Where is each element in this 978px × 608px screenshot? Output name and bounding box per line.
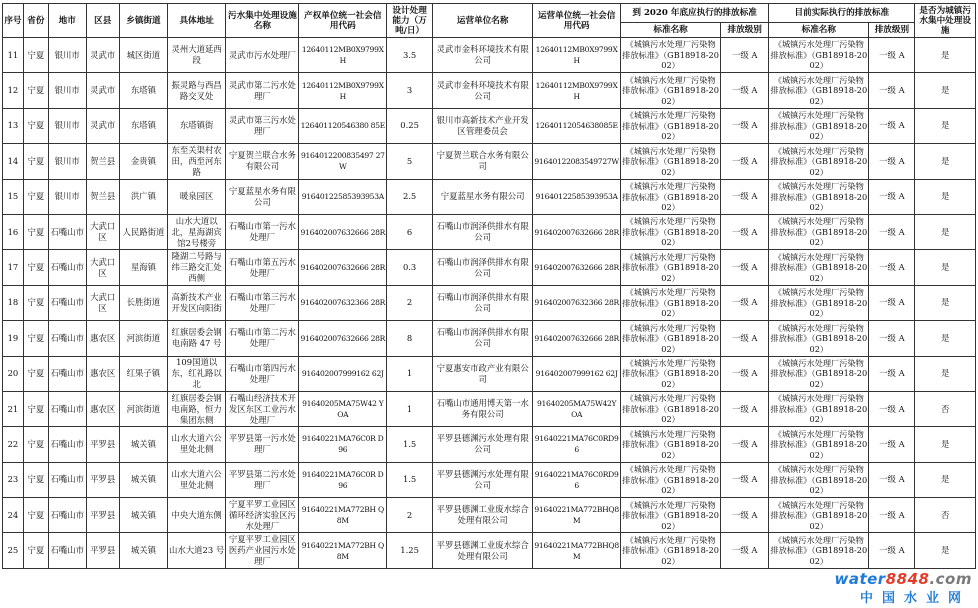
- cell-city: 石嘴山市: [48, 498, 86, 533]
- table-row: [3, 38, 976, 73]
- cell-county: 大武口区: [86, 285, 119, 320]
- cell-operator-code: 12640112054638085E: [533, 108, 621, 143]
- cell-level-2020: 一级 A: [721, 427, 769, 462]
- cell-operator: 石嘴山市润泽供排水有限公司: [433, 214, 533, 249]
- cell-level-2020: 一级 A: [721, 73, 769, 108]
- cell-seq: 21: [3, 391, 24, 426]
- table-row: [3, 533, 976, 568]
- header-seq: 序号: [3, 4, 24, 38]
- cell-operator-code: 12640112MB0X9799XH: [533, 38, 621, 73]
- table-body: [3, 38, 976, 569]
- cell-capacity: 2: [387, 498, 433, 533]
- cell-level-current: 一级 A: [869, 498, 915, 533]
- table-row: [3, 250, 976, 285]
- cell-county: 大武口区: [86, 250, 119, 285]
- cell-address: 山水大道以北，星海湖宾馆2号楼旁: [167, 214, 225, 249]
- cell-seq: 17: [3, 250, 24, 285]
- cell-is-central: 是: [915, 144, 976, 179]
- cell-standard-2020: 《城镇污水处理厂污染物排放标准》（GB18918-2002）: [620, 462, 720, 497]
- cell-standard-2020: 《城镇污水处理厂污染物排放标准》（GB18918-2002）: [620, 38, 720, 73]
- cell-capacity: 2.5: [387, 179, 433, 214]
- cell-seq: 24: [3, 498, 24, 533]
- header-level-current: 排放级别: [869, 23, 915, 38]
- cell-level-current: 一级 A: [869, 179, 915, 214]
- cell-county: 贺兰县: [86, 179, 119, 214]
- cell-capacity: 3: [387, 73, 433, 108]
- cell-is-central: 是: [915, 321, 976, 356]
- cell-operator-code: 91640205MA75W42YOA: [533, 391, 621, 426]
- cell-address: 109国道以东，红礼路以北: [167, 356, 225, 391]
- cell-county: 惠农区: [86, 321, 119, 356]
- cell-level-2020: 一级 A: [721, 391, 769, 426]
- cell-standard-2020: 《城镇污水处理厂污染物排放标准》（GB18918-2002）: [620, 108, 720, 143]
- cell-capacity: 8: [387, 321, 433, 356]
- cell-street: 城关镇: [119, 533, 167, 568]
- cell-owner-code: 126401120546380 85E: [299, 108, 387, 143]
- cell-standard-current: 《城镇污水处理厂污染物排放标准》（GB18918-2002）: [769, 462, 869, 497]
- cell-capacity: 6: [387, 214, 433, 249]
- cell-address: 东塔镇街: [167, 108, 225, 143]
- cell-capacity: 2: [387, 285, 433, 320]
- header-standard-2020: 到 2020 年底应执行的排放标准: [620, 4, 768, 23]
- cell-level-2020: 一级 A: [721, 38, 769, 73]
- cell-standard-current: 《城镇污水处理厂污染物排放标准》（GB18918-2002）: [769, 108, 869, 143]
- cell-facility: 宁夏贺兰联合水务有限公司: [226, 144, 299, 179]
- cell-county: 惠农区: [86, 356, 119, 391]
- cell-owner-code: 91640221MA76C0R D96: [299, 427, 387, 462]
- cell-standard-current: 《城镇污水处理厂污染物排放标准》（GB18918-2002）: [769, 179, 869, 214]
- cell-facility: 石嘴山市第三污水处理厂: [226, 285, 299, 320]
- cell-operator-code: 916402007632366 28R: [533, 285, 621, 320]
- cell-is-central: 是: [915, 38, 976, 73]
- cell-address: 红旗居委会钢电南路 47 号: [167, 321, 225, 356]
- header-operator-code: 运营单位统一社会信用代码: [533, 4, 621, 38]
- cell-standard-2020: 《城镇污水处理厂污染物排放标准》（GB18918-2002）: [620, 285, 720, 320]
- cell-operator: 石嘴山市润泽供排水有限公司: [433, 321, 533, 356]
- cell-seq: 13: [3, 108, 24, 143]
- cell-city: 石嘴山市: [48, 533, 86, 568]
- cell-province: 宁夏: [23, 427, 48, 462]
- cell-facility: 宁夏蓝星水务有限公司: [226, 179, 299, 214]
- cell-address: 灵州大道延西段: [167, 38, 225, 73]
- cell-province: 宁夏: [23, 498, 48, 533]
- cell-level-2020: 一级 A: [721, 108, 769, 143]
- cell-county: 灵武市: [86, 73, 119, 108]
- table-row: [3, 462, 976, 497]
- cell-owner-code: 916402007632666 28R: [299, 214, 387, 249]
- cell-standard-2020: 《城镇污水处理厂污染物排放标准》（GB18918-2002）: [620, 391, 720, 426]
- cell-facility: 石嘴山经济技术开发区东区工业污水处理厂: [226, 391, 299, 426]
- cell-street: 城区街道: [119, 38, 167, 73]
- cell-standard-current: 《城镇污水处理厂污染物排放标准》（GB18918-2002）: [769, 427, 869, 462]
- cell-province: 宁夏: [23, 73, 48, 108]
- cell-facility: 平罗县第一污水处理厂: [226, 427, 299, 462]
- cell-is-central: 是: [915, 73, 976, 108]
- cell-facility: 灵武市第二污水处理厂: [226, 73, 299, 108]
- cell-county: 平罗县: [86, 498, 119, 533]
- table-row: [3, 356, 976, 391]
- table-row: [3, 391, 976, 426]
- cell-capacity: 0.25: [387, 108, 433, 143]
- cell-owner-code: 9164012200835497 27W: [299, 144, 387, 179]
- cell-capacity: 1.25: [387, 533, 433, 568]
- cell-standard-current: 《城镇污水处理厂污染物排放标准》（GB18918-2002）: [769, 356, 869, 391]
- cell-standard-current: 《城镇污水处理厂污染物排放标准》（GB18918-2002）: [769, 285, 869, 320]
- watermark-top: water8848.com: [834, 570, 972, 588]
- cell-facility: 石嘴山市第四污水处理厂: [226, 356, 299, 391]
- cell-street: 城关镇: [119, 427, 167, 462]
- cell-seq: 19: [3, 321, 24, 356]
- cell-is-central: 否: [915, 498, 976, 533]
- cell-city: 银川市: [48, 179, 86, 214]
- cell-street: 河滨街道: [119, 321, 167, 356]
- cell-owner-code: 916402007632666 28R: [299, 321, 387, 356]
- cell-province: 宁夏: [23, 214, 48, 249]
- cell-street: 星海镇: [119, 250, 167, 285]
- cell-is-central: 是: [915, 356, 976, 391]
- cell-street: 金贵镇: [119, 144, 167, 179]
- table-row: [3, 73, 976, 108]
- cell-seq: 16: [3, 214, 24, 249]
- cell-standard-2020: 《城镇污水处理厂污染物排放标准》（GB18918-2002）: [620, 250, 720, 285]
- cell-province: 宁夏: [23, 462, 48, 497]
- header-owner-code: 产权单位统一社会信用代码: [299, 4, 387, 38]
- cell-street: 长胜街道: [119, 285, 167, 320]
- cell-standard-2020: 《城镇污水处理厂污染物排放标准》（GB18918-2002）: [620, 498, 720, 533]
- cell-city: 银川市: [48, 144, 86, 179]
- cell-street: 城关镇: [119, 498, 167, 533]
- cell-county: 平罗县: [86, 533, 119, 568]
- cell-level-current: 一级 A: [869, 144, 915, 179]
- cell-standard-2020: 《城镇污水处理厂污染物排放标准》（GB18918-2002）: [620, 214, 720, 249]
- cell-operator-code: 916402007999162 62J: [533, 356, 621, 391]
- cell-province: 宁夏: [23, 321, 48, 356]
- cell-owner-code: 12640112MB0X9799XH: [299, 38, 387, 73]
- cell-owner-code: 91640221MA772BH Q8M: [299, 498, 387, 533]
- cell-address: 红旗居委会钢电南路，恒力集团东侧: [167, 391, 225, 426]
- cell-address: 山水大道23 号: [167, 533, 225, 568]
- cell-operator: 平罗县德渊工业废水综合处理有限公司: [433, 498, 533, 533]
- header-std-name-2020: 标准名称: [620, 23, 720, 38]
- cell-owner-code: 12640112MB0X9799XH: [299, 73, 387, 108]
- cell-standard-2020: 《城镇污水处理厂污染物排放标准》（GB18918-2002）: [620, 144, 720, 179]
- cell-county: 灵武市: [86, 38, 119, 73]
- cell-operator-code: 91640122083549727W: [533, 144, 621, 179]
- cell-county: 平罗县: [86, 462, 119, 497]
- cell-level-current: 一级 A: [869, 285, 915, 320]
- cell-standard-2020: 《城镇污水处理厂污染物排放标准》（GB18918-2002）: [620, 179, 720, 214]
- cell-city: 石嘴山市: [48, 285, 86, 320]
- cell-operator-code: 91640221MA772BHQ8M: [533, 533, 621, 568]
- cell-operator-code: 91640221MA76C0RD96: [533, 462, 621, 497]
- cell-county: 大武口区: [86, 214, 119, 249]
- cell-operator: 宁夏贺兰联合水务有限公司: [433, 144, 533, 179]
- cell-street: 洪广镇: [119, 179, 167, 214]
- cell-is-central: 是: [915, 285, 976, 320]
- cell-facility: 石嘴山市第二污水处理厂: [226, 321, 299, 356]
- cell-level-2020: 一级 A: [721, 321, 769, 356]
- cell-owner-code: 916402007632666 28R: [299, 250, 387, 285]
- cell-province: 宁夏: [23, 391, 48, 426]
- cell-standard-current: 《城镇污水处理厂污染物排放标准》（GB18918-2002）: [769, 498, 869, 533]
- cell-address: 山水大道六公里处北侧: [167, 462, 225, 497]
- cell-operator: 平罗县德渊工业废水综合处理有限公司: [433, 533, 533, 568]
- cell-operator: 石嘴山市通用博天第一水务有限公司: [433, 391, 533, 426]
- cell-operator: 银川市高新技术产业开发区管理委员会: [433, 108, 533, 143]
- header-std-name-current: 标准名称: [769, 23, 869, 38]
- cell-level-2020: 一级 A: [721, 285, 769, 320]
- cell-address: 东至关渠村农田，西至河东路: [167, 144, 225, 179]
- cell-seq: 22: [3, 427, 24, 462]
- cell-level-2020: 一级 A: [721, 462, 769, 497]
- cell-operator: 宁夏惠安市政产业有限公司: [433, 356, 533, 391]
- table-row: [3, 214, 976, 249]
- cell-is-central: 是: [915, 462, 976, 497]
- cell-street: 城关镇: [119, 462, 167, 497]
- cell-seq: 20: [3, 356, 24, 391]
- cell-operator-code: 91640221MA772BHQ8M: [533, 498, 621, 533]
- cell-street: 红果子镇: [119, 356, 167, 391]
- cell-is-central: 是: [915, 214, 976, 249]
- cell-seq: 14: [3, 144, 24, 179]
- cell-province: 宁夏: [23, 250, 48, 285]
- cell-level-2020: 一级 A: [721, 356, 769, 391]
- cell-is-central: 是: [915, 108, 976, 143]
- cell-facility: 石嘴山市第五污水处理厂: [226, 250, 299, 285]
- header-operator: 运营单位名称: [433, 4, 533, 38]
- table-row: [3, 285, 976, 320]
- cell-standard-current: 《城镇污水处理厂污染物排放标准》（GB18918-2002）: [769, 321, 869, 356]
- cell-address: 隆湖二号路与纬三路交汇处西侧: [167, 250, 225, 285]
- cell-standard-2020: 《城镇污水处理厂污染物排放标准》（GB18918-2002）: [620, 73, 720, 108]
- cell-seq: 18: [3, 285, 24, 320]
- cell-operator: 平罗县德渊污水处理有限公司: [433, 462, 533, 497]
- cell-province: 宁夏: [23, 179, 48, 214]
- cell-street: 东塔镇: [119, 108, 167, 143]
- cell-facility: 灵武市污水处理厂: [226, 38, 299, 73]
- table-row: [3, 108, 976, 143]
- cell-standard-current: 《城镇污水处理厂污染物排放标准》（GB18918-2002）: [769, 533, 869, 568]
- cell-street: 东塔镇: [119, 73, 167, 108]
- cell-address: 高新技术产业开发区向阳街: [167, 285, 225, 320]
- cell-seq: 25: [3, 533, 24, 568]
- cell-street: 人民路街道: [119, 214, 167, 249]
- cell-address: 山水大道六公里处北侧: [167, 427, 225, 462]
- cell-operator: 灵武市金科环境技术有限公司: [433, 38, 533, 73]
- header-address: 具体地址: [167, 4, 225, 38]
- cell-county: 惠农区: [86, 391, 119, 426]
- cell-level-2020: 一级 A: [721, 214, 769, 249]
- cell-city: 银川市: [48, 108, 86, 143]
- cell-address: 暖泉园区: [167, 179, 225, 214]
- cell-standard-current: 《城镇污水处理厂污染物排放标准》（GB18918-2002）: [769, 73, 869, 108]
- cell-facility: 石嘴山市第一污水处理厂: [226, 214, 299, 249]
- cell-capacity: 1: [387, 356, 433, 391]
- cell-capacity: 0.3: [387, 250, 433, 285]
- cell-capacity: 1.5: [387, 427, 433, 462]
- cell-standard-2020: 《城镇污水处理厂污染物排放标准》（GB18918-2002）: [620, 427, 720, 462]
- cell-level-2020: 一级 A: [721, 498, 769, 533]
- cell-owner-code: 91640122585393953A: [299, 179, 387, 214]
- cell-standard-2020: 《城镇污水处理厂污染物排放标准》（GB18918-2002）: [620, 533, 720, 568]
- cell-level-2020: 一级 A: [721, 144, 769, 179]
- cell-facility: 宁夏平罗工业园区医药产业园污水处理厂: [226, 533, 299, 568]
- cell-operator-code: 12640112MB0X9799XH: [533, 73, 621, 108]
- cell-capacity: 5: [387, 144, 433, 179]
- cell-standard-current: 《城镇污水处理厂污染物排放标准》（GB18918-2002）: [769, 250, 869, 285]
- cell-standard-current: 《城镇污水处理厂污染物排放标准》（GB18918-2002）: [769, 38, 869, 73]
- cell-level-current: 一级 A: [869, 108, 915, 143]
- cell-level-current: 一级 A: [869, 427, 915, 462]
- cell-capacity: 1: [387, 391, 433, 426]
- cell-level-2020: 一级 A: [721, 250, 769, 285]
- table-row: [3, 498, 976, 533]
- header-standard-current: 目前实际执行的排放标准: [769, 4, 915, 23]
- table-row: [3, 427, 976, 462]
- header-street: 乡镇街道: [119, 4, 167, 38]
- header-facility: 污水集中处理设施名称: [226, 4, 299, 38]
- cell-level-current: 一级 A: [869, 356, 915, 391]
- cell-capacity: 1.5: [387, 462, 433, 497]
- cell-city: 石嘴山市: [48, 356, 86, 391]
- cell-operator: 宁夏蓝星水务有限公司: [433, 179, 533, 214]
- header-city: 地市: [48, 4, 86, 38]
- cell-seq: 11: [3, 38, 24, 73]
- table-row: [3, 321, 976, 356]
- cell-is-central: 否: [915, 391, 976, 426]
- cell-level-current: 一级 A: [869, 250, 915, 285]
- cell-standard-2020: 《城镇污水处理厂污染物排放标准》（GB18918-2002）: [620, 321, 720, 356]
- cell-seq: 23: [3, 462, 24, 497]
- cell-standard-current: 《城镇污水处理厂污染物排放标准》（GB18918-2002）: [769, 214, 869, 249]
- cell-is-central: 是: [915, 179, 976, 214]
- cell-owner-code: 91640221MA772BH Q8M: [299, 533, 387, 568]
- cell-owner-code: 91640205MA75W42 YOA: [299, 391, 387, 426]
- cell-is-central: 是: [915, 427, 976, 462]
- cell-operator-code: 916402007632666 28R: [533, 214, 621, 249]
- header-county: 区县: [86, 4, 119, 38]
- cell-level-2020: 一级 A: [721, 179, 769, 214]
- watermark-bottom: 中国水业网: [859, 591, 970, 606]
- cell-county: 平罗县: [86, 427, 119, 462]
- cell-level-current: 一级 A: [869, 214, 915, 249]
- cell-address: 中央大道东侧: [167, 498, 225, 533]
- cell-owner-code: 916402007632366 28R: [299, 285, 387, 320]
- cell-operator-code: 91640221MA76C0RD96: [533, 427, 621, 462]
- cell-city: 石嘴山市: [48, 250, 86, 285]
- watermark-logo: [832, 570, 972, 606]
- header-is-central: 是否为城镇污水集中处理设施: [915, 4, 976, 38]
- cell-city: 银川市: [48, 38, 86, 73]
- cell-is-central: 是: [915, 533, 976, 568]
- cell-operator: 石嘴山市润泽供排水有限公司: [433, 250, 533, 285]
- cell-county: 贺兰县: [86, 144, 119, 179]
- cell-is-central: 是: [915, 250, 976, 285]
- cell-province: 宁夏: [23, 144, 48, 179]
- cell-address: 振灵路与西昌路交叉处: [167, 73, 225, 108]
- cell-owner-code: 916402007999162 62J: [299, 356, 387, 391]
- cell-operator-code: 916402007632666 28R: [533, 250, 621, 285]
- cell-operator-code: 91640122585393953A: [533, 179, 621, 214]
- cell-facility: 灵武市第三污水处理厂: [226, 108, 299, 143]
- cell-province: 宁夏: [23, 356, 48, 391]
- cell-city: 石嘴山市: [48, 321, 86, 356]
- cell-owner-code: 91640221MA76C0R D96: [299, 462, 387, 497]
- header-province: 省份: [23, 4, 48, 38]
- cell-city: 石嘴山市: [48, 427, 86, 462]
- table-header: [3, 4, 976, 38]
- cell-seq: 15: [3, 179, 24, 214]
- cell-level-current: 一级 A: [869, 38, 915, 73]
- cell-level-current: 一级 A: [869, 321, 915, 356]
- cell-level-current: 一级 A: [869, 391, 915, 426]
- cell-level-2020: 一级 A: [721, 533, 769, 568]
- cell-seq: 12: [3, 73, 24, 108]
- cell-operator: 平罗县德渊污水处理有限公司: [433, 427, 533, 462]
- cell-standard-current: 《城镇污水处理厂污染物排放标准》（GB18918-2002）: [769, 144, 869, 179]
- cell-level-current: 一级 A: [869, 462, 915, 497]
- cell-province: 宁夏: [23, 533, 48, 568]
- cell-province: 宁夏: [23, 108, 48, 143]
- cell-operator: 灵武市金科环境技术有限公司: [433, 73, 533, 108]
- cell-facility: 宁夏平罗工业园区循环经济实验区污水处理厂: [226, 498, 299, 533]
- cell-street: 河滨街道: [119, 391, 167, 426]
- cell-operator-code: 916402007632666 28R: [533, 321, 621, 356]
- cell-facility: 平罗县第二污水处理厂: [226, 462, 299, 497]
- cell-standard-current: 《城镇污水处理厂污染物排放标准》（GB18918-2002）: [769, 391, 869, 426]
- cell-province: 宁夏: [23, 285, 48, 320]
- wastewater-facility-table: [2, 3, 976, 569]
- cell-operator: 石嘴山市润泽供排水有限公司: [433, 285, 533, 320]
- cell-province: 宁夏: [23, 38, 48, 73]
- table-row: [3, 144, 976, 179]
- cell-county: 灵武市: [86, 108, 119, 143]
- cell-city: 石嘴山市: [48, 391, 86, 426]
- cell-city: 银川市: [48, 73, 86, 108]
- cell-level-current: 一级 A: [869, 73, 915, 108]
- cell-city: 石嘴山市: [48, 462, 86, 497]
- cell-level-current: 一级 A: [869, 533, 915, 568]
- header-level-2020: 排放级别: [721, 23, 769, 38]
- cell-city: 石嘴山市: [48, 214, 86, 249]
- cell-capacity: 3.5: [387, 38, 433, 73]
- header-capacity: 设计处理能力（万吨/日）: [387, 4, 433, 38]
- table-row: [3, 179, 976, 214]
- cell-standard-2020: 《城镇污水处理厂污染物排放标准》（GB18918-2002）: [620, 356, 720, 391]
